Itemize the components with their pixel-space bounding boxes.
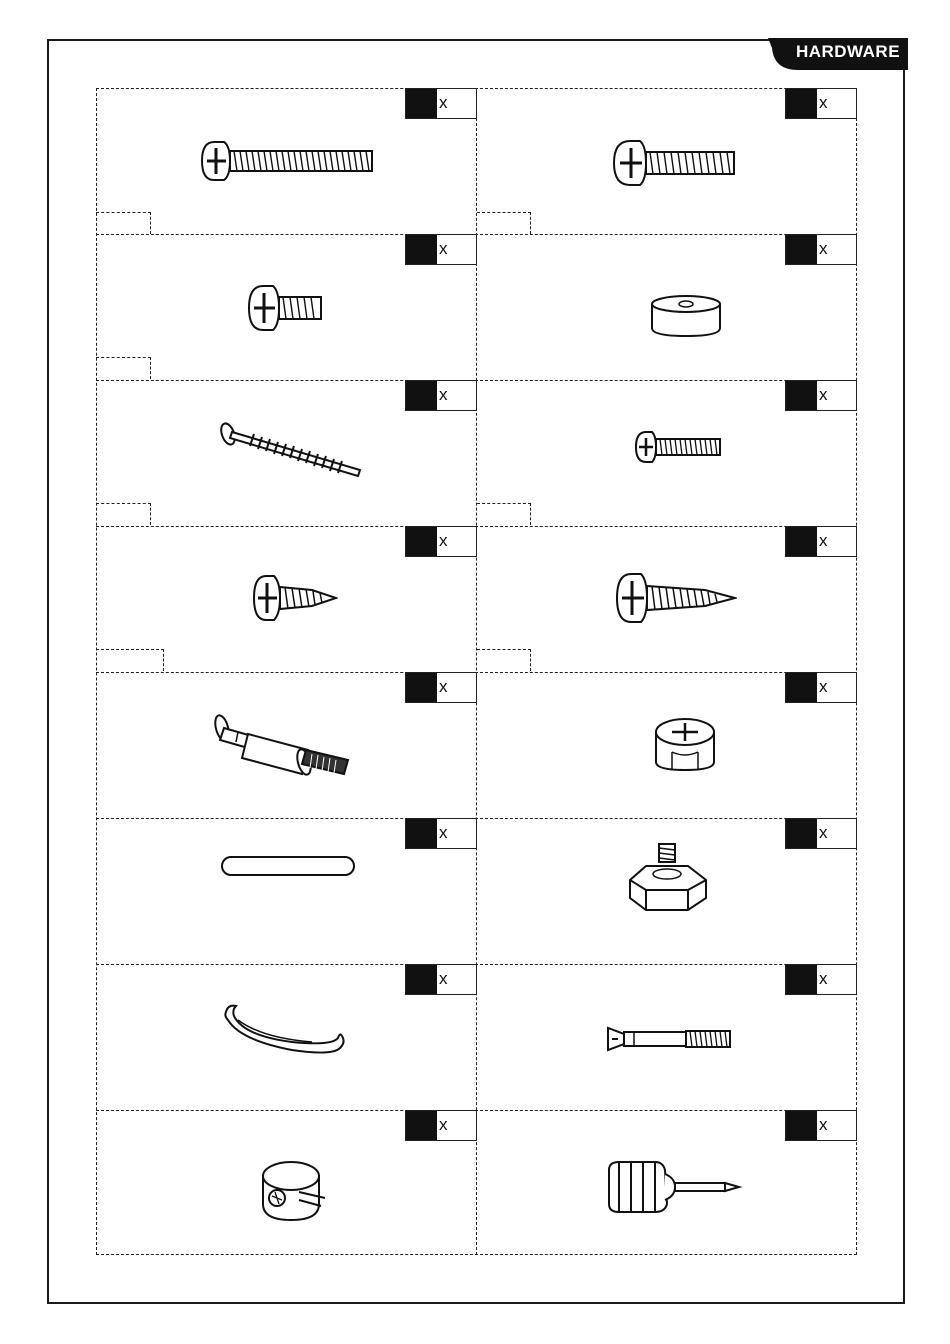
cam-lock-icon: [650, 712, 720, 776]
cam-bolt-icon: [208, 712, 358, 778]
quantity-box: x: [785, 380, 857, 411]
quantity-box: x: [405, 1110, 477, 1141]
connector-bolt-icon: [604, 1022, 736, 1056]
quantity-box: x: [405, 526, 477, 557]
part-tag: [477, 649, 531, 671]
quantity-box: x: [405, 818, 477, 849]
quantity-box: x: [405, 964, 477, 995]
quantity-box: x: [785, 88, 857, 119]
long-machine-screw-icon: [200, 138, 380, 184]
section-title: HARDWARE: [795, 42, 901, 61]
quantity-box: x: [405, 234, 477, 265]
barrel-nut-icon: [255, 1158, 327, 1224]
small-machine-screw-icon: [634, 430, 726, 464]
part-tag: [96, 212, 151, 234]
quantity-box: x: [785, 818, 857, 849]
short-wood-screw-icon: [252, 574, 338, 622]
handle-icon: [222, 1002, 352, 1058]
long-wood-screw-icon: [615, 572, 737, 624]
wooden-dowel-icon: [220, 855, 356, 877]
leveling-foot-icon: [626, 840, 710, 914]
part-tag: [96, 357, 151, 379]
quantity-box: x: [785, 526, 857, 557]
quantity-box: x: [785, 672, 857, 703]
short-machine-screw-icon: [247, 283, 327, 333]
part-tag: [477, 212, 531, 234]
quantity-box: x: [405, 88, 477, 119]
spacer-ring-icon: [648, 292, 724, 340]
quantity-box: x: [785, 964, 857, 995]
part-tag: [477, 503, 531, 525]
quantity-box: x: [405, 380, 477, 411]
quantity-box: x: [785, 1110, 857, 1141]
screwdriver-icon: [605, 1158, 745, 1216]
quantity-box: x: [405, 672, 477, 703]
euro-screw-icon: [218, 420, 368, 482]
quantity-box: x: [785, 234, 857, 265]
part-tag: [96, 649, 164, 671]
medium-machine-screw-icon: [612, 138, 740, 188]
part-tag: [96, 503, 151, 525]
